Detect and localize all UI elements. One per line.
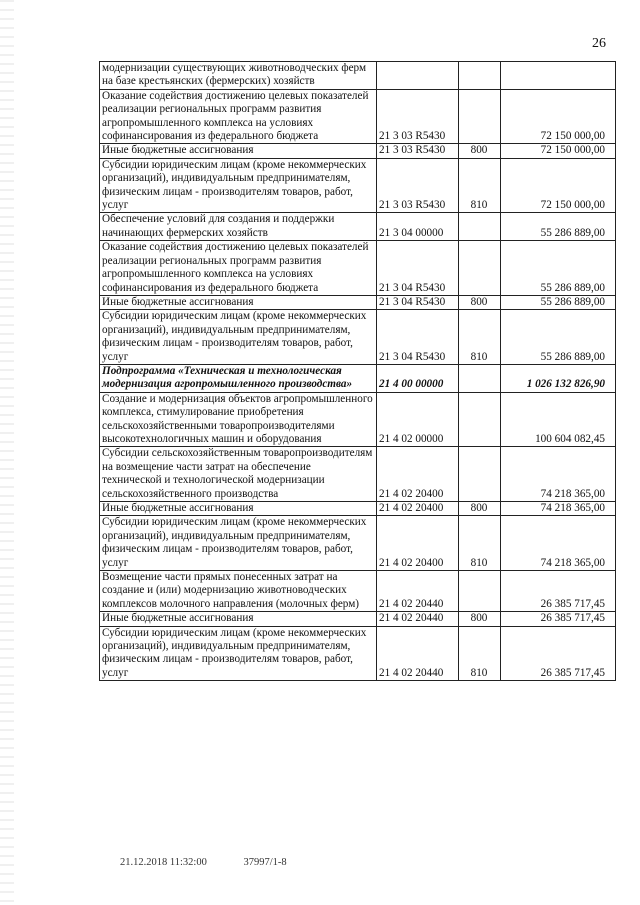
row-name: Оказание содействия достижению целевых показателей реализации региональных программ развития агропромышленного комплекса на условиях софинансирования из федерального бюджета <box>100 89 377 144</box>
row-expense-type <box>459 89 501 144</box>
footer-doc-number: 37997/1-8 <box>243 857 287 868</box>
row-expense-type: 810 <box>459 310 501 365</box>
row-expense-type: 810 <box>459 158 501 213</box>
row-name: Оказание содействия достижению целевых показателей реализации региональных программ развития агропромышленного комплекса на условиях софинансирования из федерального бюджета <box>100 241 377 296</box>
row-expense-type <box>459 447 501 502</box>
table-row <box>100 516 616 571</box>
table-row <box>100 310 616 365</box>
row-expense-type: 800 <box>459 612 501 626</box>
row-sum: 72 150 000,00 <box>501 158 616 213</box>
row-code: 21 4 02 20400 <box>377 447 459 502</box>
row-code: 21 4 00 00000 <box>377 364 459 392</box>
row-name: Иные бюджетные ассигнования <box>100 502 377 516</box>
row-expense-type <box>459 241 501 296</box>
row-expense-type: 800 <box>459 502 501 516</box>
row-sum: 1 026 132 826,90 <box>501 364 616 392</box>
row-name: Иные бюджетные ассигнования <box>100 144 377 158</box>
row-expense-type <box>459 571 501 612</box>
table-row <box>100 62 616 90</box>
row-code: 21 3 04 R5430 <box>377 241 459 296</box>
table-row <box>100 626 616 681</box>
row-name: Возмещение части прямых понесенных затрат на создание и (или) модернизацию животноводческих комплексов молочного направления (молочных ферм) <box>100 571 377 612</box>
table-row <box>100 295 616 309</box>
table-row <box>100 447 616 502</box>
budget-table-body <box>100 62 616 681</box>
row-name: Субсидии юридическим лицам (кроме некоммерческих организаций), индивидуальным предпринимателям, физическим лицам - производителям товаров, работ, услуг <box>100 516 377 571</box>
row-sum: 55 286 889,00 <box>501 295 616 309</box>
table-row <box>100 392 616 447</box>
row-name: Субсидии юридическим лицам (кроме некоммерческих организаций), индивидуальным предпринимателям, физическим лицам - производителям товаров, работ, услуг <box>100 158 377 213</box>
row-name: Иные бюджетные ассигнования <box>100 612 377 626</box>
table-row <box>100 241 616 296</box>
row-sum: 26 385 717,45 <box>501 612 616 626</box>
row-sum: 74 218 365,00 <box>501 502 616 516</box>
row-name: Субсидии юридическим лицам (кроме некоммерческих организаций), индивидуальным предпринимателям, физическим лицам - производителям товаров, работ, услуг <box>100 626 377 681</box>
table-row <box>100 571 616 612</box>
row-expense-type <box>459 213 501 241</box>
row-sum: 55 286 889,00 <box>501 241 616 296</box>
table-row <box>100 213 616 241</box>
row-sum: 72 150 000,00 <box>501 144 616 158</box>
row-expense-type <box>459 62 501 90</box>
page-number: 26 <box>592 36 606 51</box>
row-sum: 74 218 365,00 <box>501 447 616 502</box>
row-code: 21 4 02 20400 <box>377 516 459 571</box>
row-sum: 72 150 000,00 <box>501 89 616 144</box>
row-name: Создание и модернизация объектов агропромышленного комплекса, стимулирование приобретения сельскохозяйственными товаропроизводителями высокотехнологичных машин и оборудования <box>100 392 377 447</box>
subprogram-row <box>100 364 616 392</box>
row-sum: 100 604 082,45 <box>501 392 616 447</box>
row-code: 21 4 02 20440 <box>377 626 459 681</box>
row-expense-type: 810 <box>459 516 501 571</box>
row-name: модернизации существующих животноводческих ферм на базе крестьянских (фермерских) хозяйств <box>100 62 377 90</box>
table-row <box>100 612 616 626</box>
row-expense-type: 800 <box>459 295 501 309</box>
table-row <box>100 158 616 213</box>
row-code: 21 4 02 20400 <box>377 502 459 516</box>
row-code: 21 4 02 20440 <box>377 612 459 626</box>
scan-edge-artifact <box>0 0 14 905</box>
row-code: 21 3 04 R5430 <box>377 295 459 309</box>
row-name: Субсидии юридическим лицам (кроме некоммерческих организаций), индивидуальным предпринимателям, физическим лицам - производителям товаров, работ, услуг <box>100 310 377 365</box>
row-code: 21 3 04 R5430 <box>377 310 459 365</box>
row-expense-type: 800 <box>459 144 501 158</box>
row-name: Иные бюджетные ассигнования <box>100 295 377 309</box>
row-code: 21 3 03 R5430 <box>377 158 459 213</box>
row-expense-type: 810 <box>459 626 501 681</box>
row-code: 21 4 02 00000 <box>377 392 459 447</box>
row-sum: 55 286 889,00 <box>501 310 616 365</box>
row-name: Субсидии сельскохозяйственным товаропроизводителям на возмещение части затрат на обеспечение технической и технологической модернизации сельскохозяйственного производства <box>100 447 377 502</box>
row-code: 21 3 03 R5430 <box>377 89 459 144</box>
budget-table <box>99 61 616 681</box>
row-code: 21 3 03 R5430 <box>377 144 459 158</box>
table-row <box>100 502 616 516</box>
row-sum <box>501 62 616 90</box>
row-name: Подпрограмма «Техническая и технологическая модернизация агропромышленного производства» <box>100 364 377 392</box>
table-row <box>100 144 616 158</box>
row-expense-type <box>459 364 501 392</box>
row-sum: 55 286 889,00 <box>501 213 616 241</box>
row-sum: 26 385 717,45 <box>501 571 616 612</box>
row-code: 21 4 02 20440 <box>377 571 459 612</box>
row-sum: 26 385 717,45 <box>501 626 616 681</box>
row-code <box>377 62 459 90</box>
footer-datetime: 21.12.2018 11:32:00 <box>120 857 207 868</box>
row-code: 21 3 04 00000 <box>377 213 459 241</box>
row-expense-type <box>459 392 501 447</box>
row-sum: 74 218 365,00 <box>501 516 616 571</box>
document-footer <box>120 857 321 868</box>
table-row <box>100 89 616 144</box>
row-name: Обеспечение условий для создания и поддержки начинающих фермерских хозяйств <box>100 213 377 241</box>
